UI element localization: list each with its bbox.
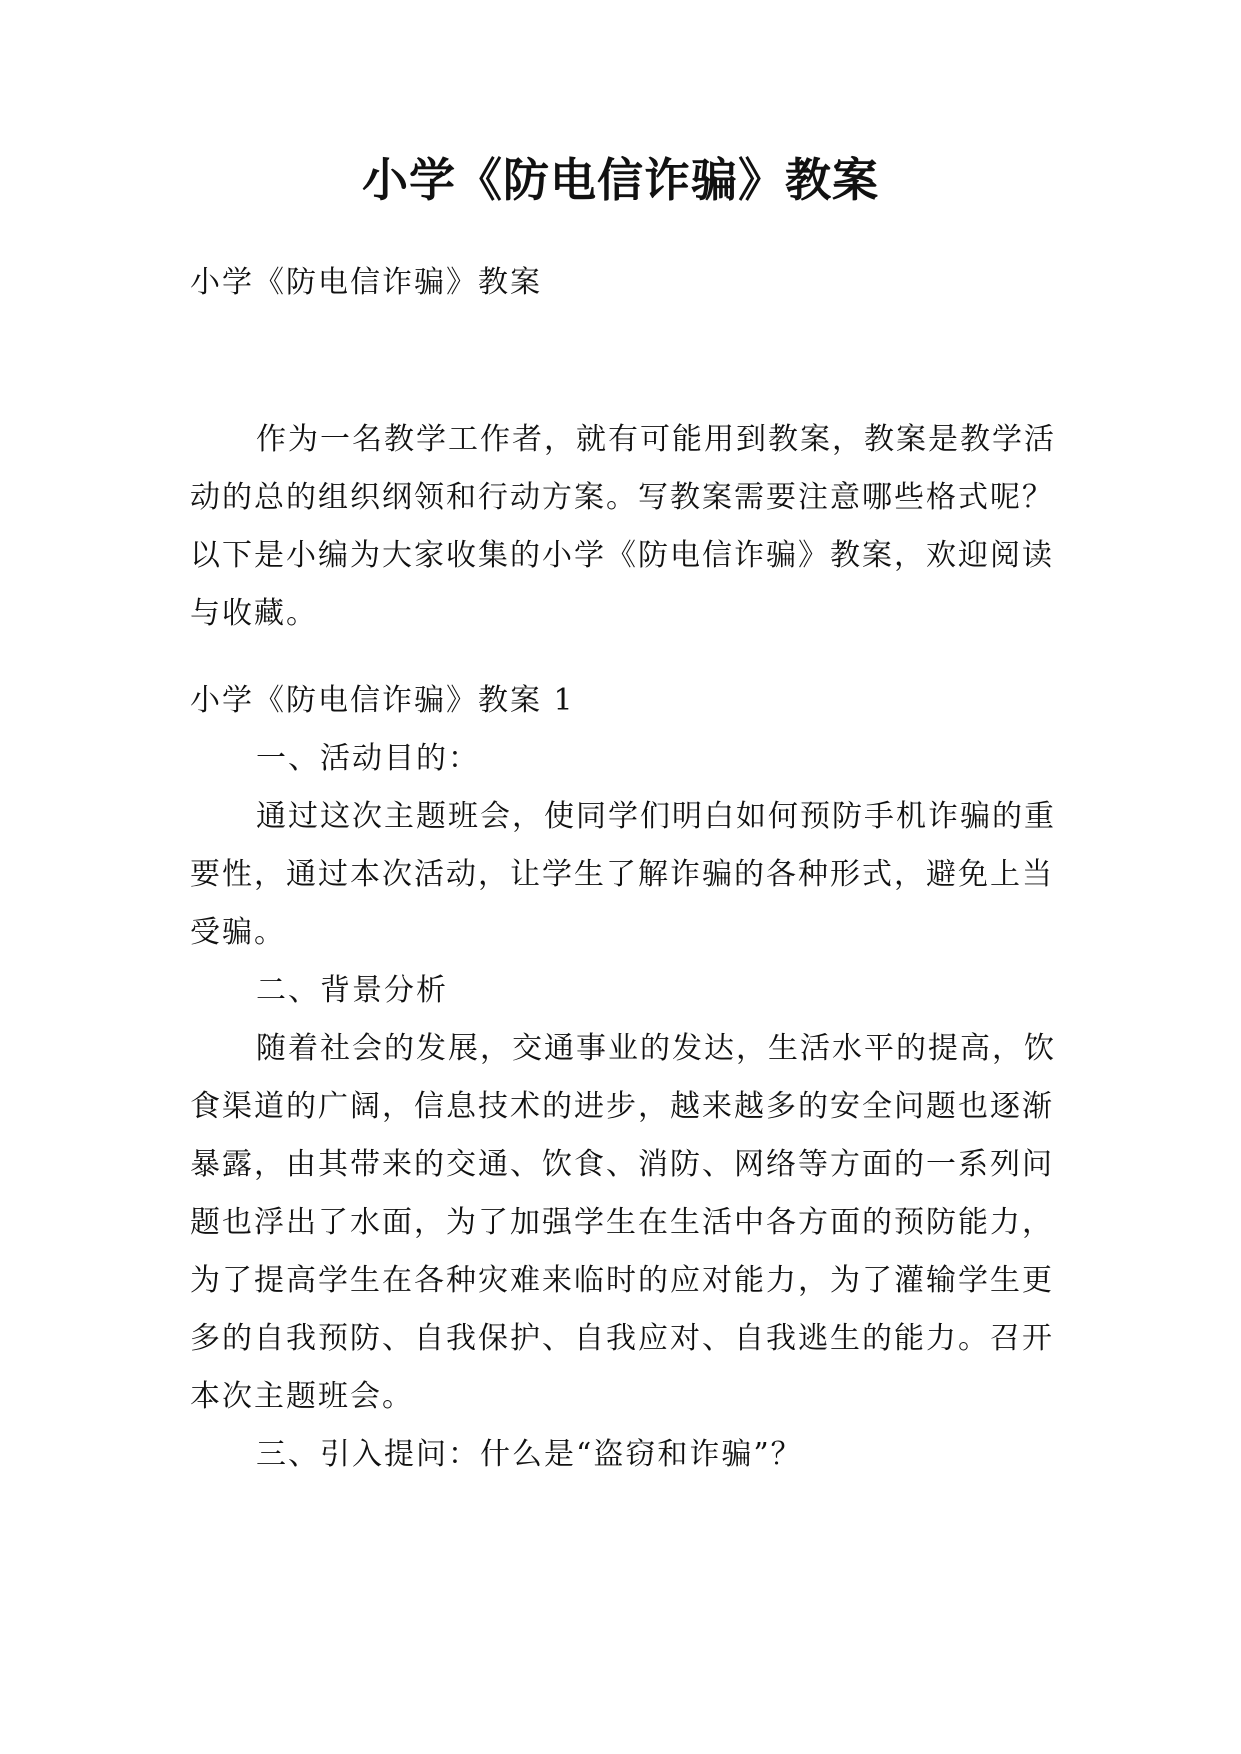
part3-heading: 三、引入提问：什么是“盗窃和诈骗”？ (256, 1437, 803, 1472)
document-subtitle: 小学《防电信诈骗》教案 (190, 265, 542, 300)
part2-paragraph: 随着社会的发展，交通事业的发达，生活水平的提高，饮食渠道的广阔，信息技术的进步，越来越多的安全问题也逐渐暴露，由其带来的交通、饮食、消防、网络等方面的一系列问题也浮出了水面，为了加强学生在生活中各方面的预防能力，为了提高学生在各种灾难来临时的应对能力，为了灌输学生更多的自我预防、自我保护、自我应对、自我逃生的能力。召开本次主题班会。 (190, 1031, 1056, 1414)
part2-heading: 二、背景分析 (256, 973, 448, 1008)
section-heading: 小学《防电信诈骗》教案 1 (190, 683, 575, 718)
document-title: 小学《防电信诈骗》教案 (362, 153, 879, 207)
intro-paragraph: 作为一名教学工作者，就有可能用到教案，教案是教学活动的总的组织纲领和行动方案。写教案需要注意哪些格式呢？以下是小编为大家收集的小学《防电信诈骗》教案，欢迎阅读与收藏。 (190, 422, 1056, 631)
part1-paragraph: 通过这次主题班会，使同学们明白如何预防手机诈骗的重要性，通过本次活动，让学生了解诈骗的各种形式，避免上当受骗。 (190, 799, 1056, 950)
part1-heading: 一、活动目的： (256, 741, 480, 776)
